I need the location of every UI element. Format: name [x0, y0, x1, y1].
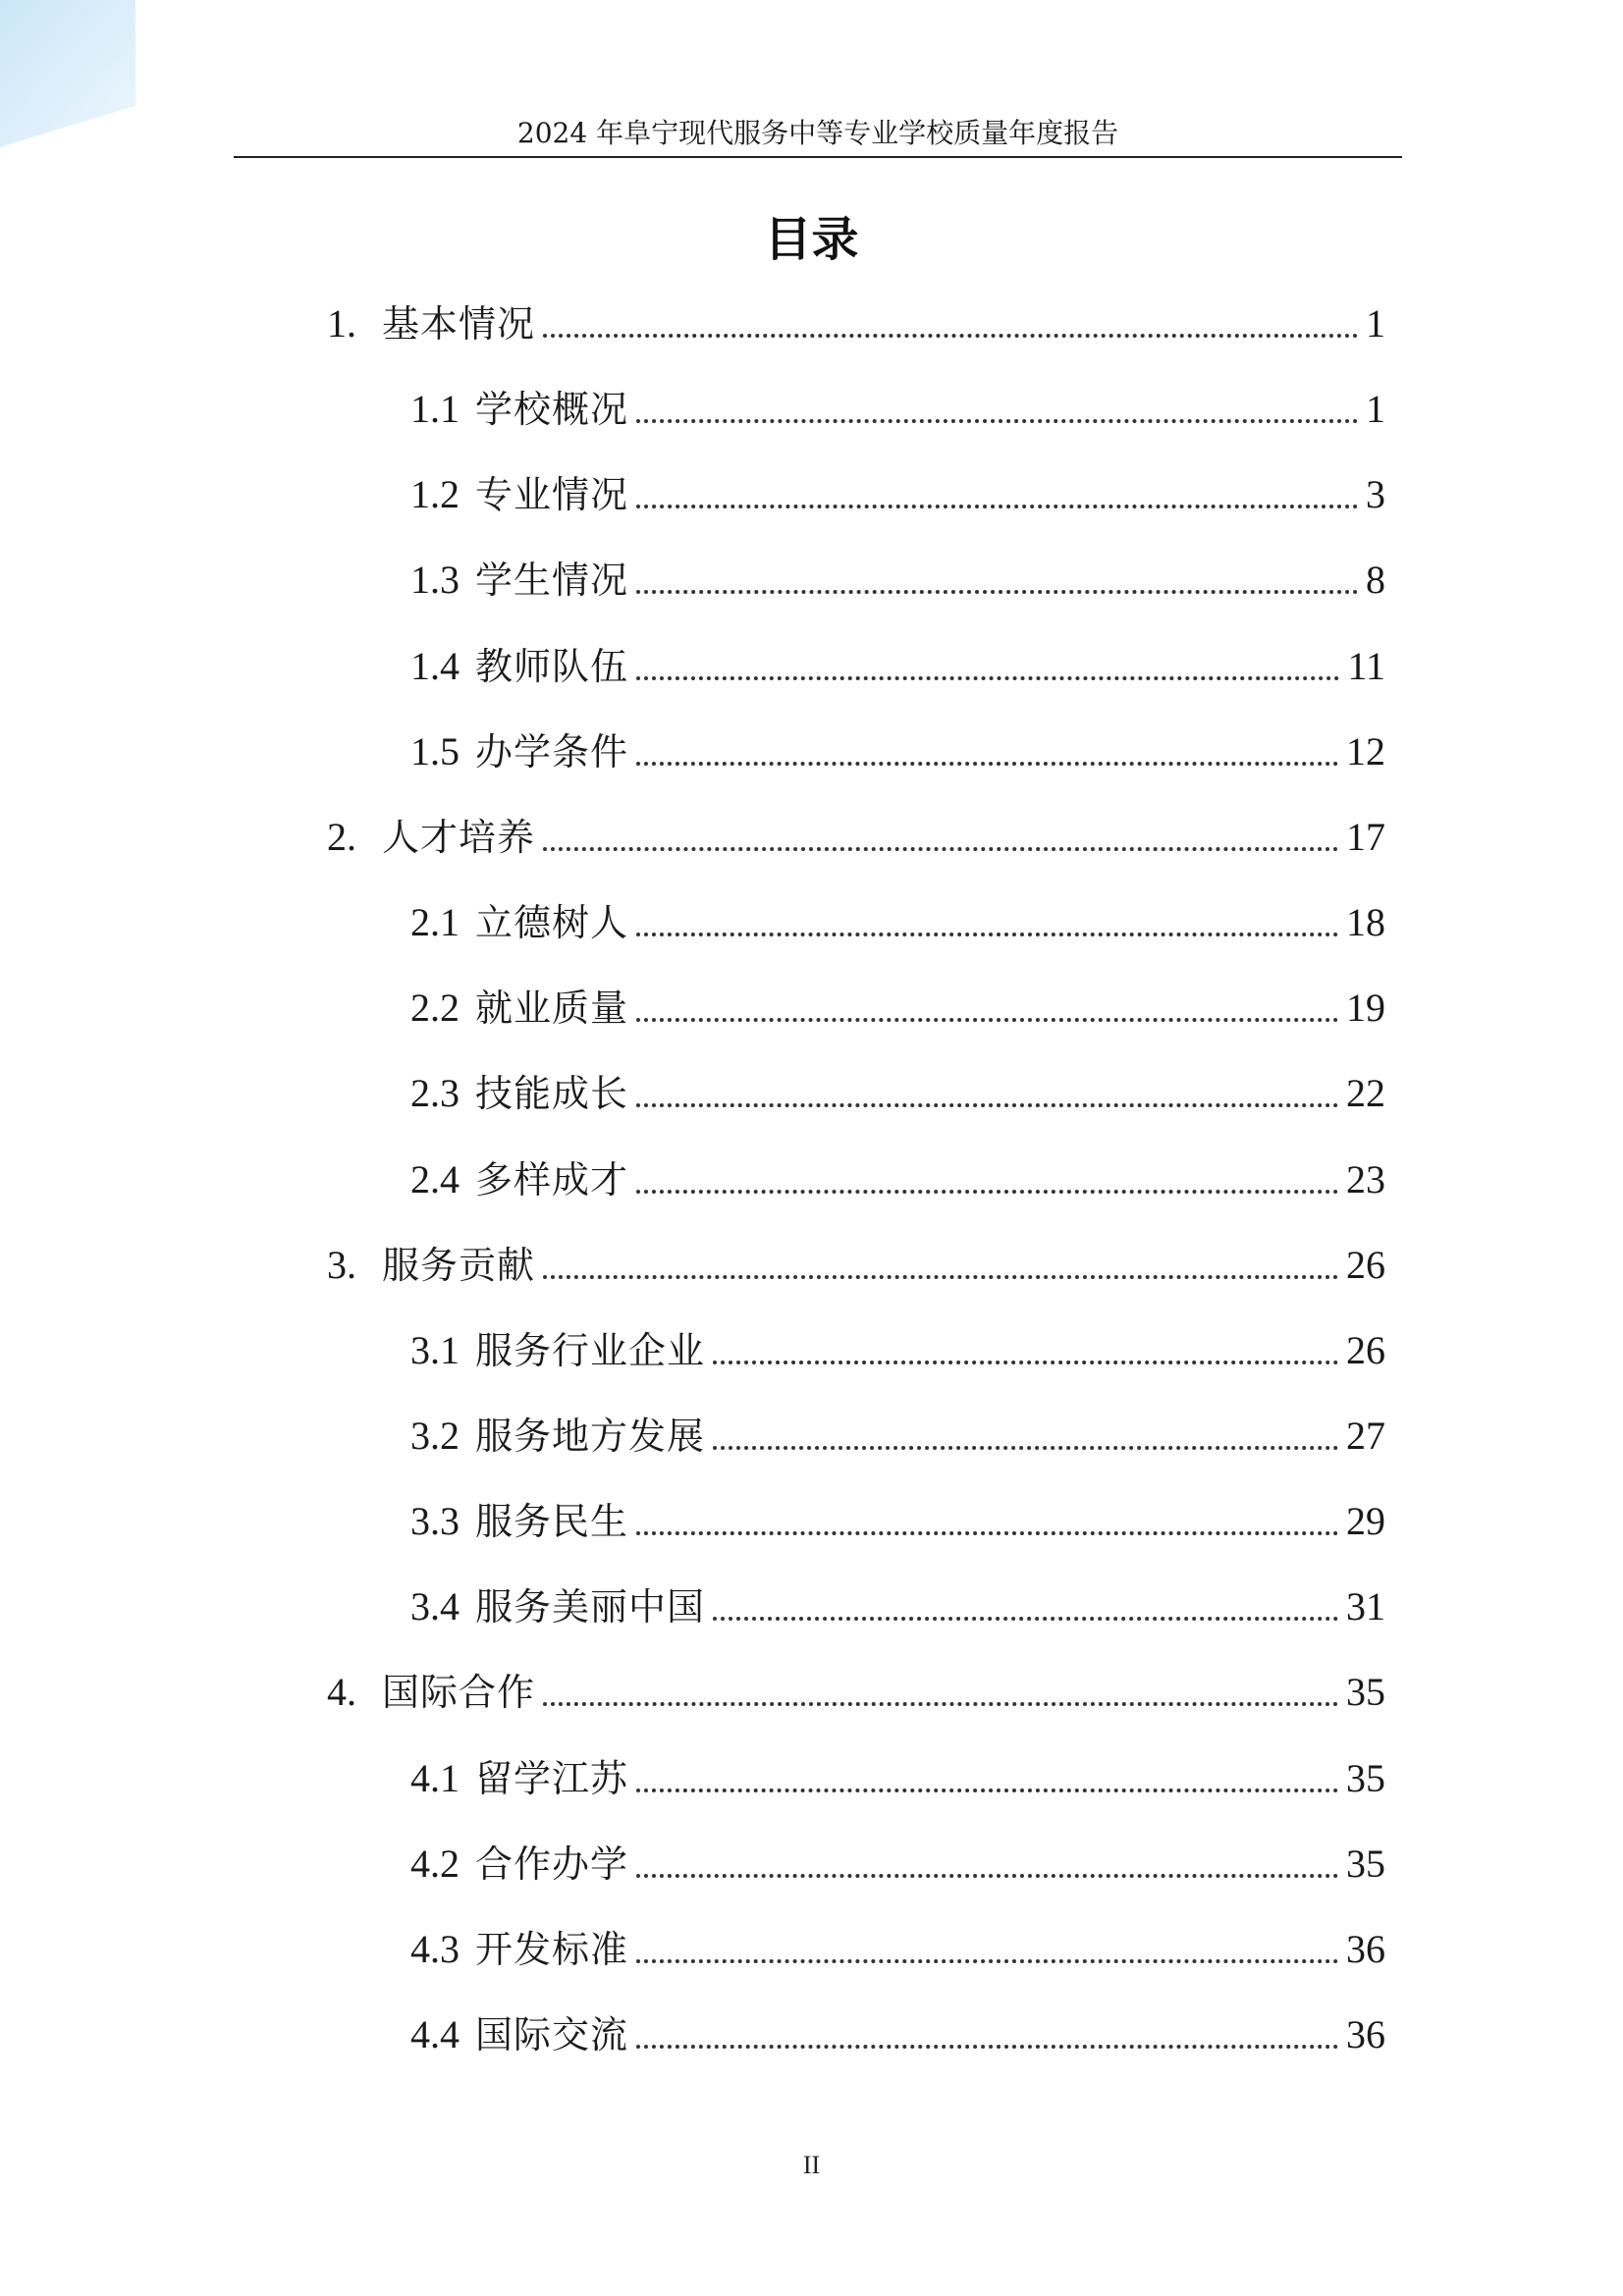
toc-entry-page: 1 [1366, 301, 1385, 346]
toc-entry-title: 服务美丽中国 [475, 1585, 706, 1629]
toc-leader-dots [636, 2045, 1338, 2049]
toc-entry-number: 1.1 [410, 387, 460, 431]
toc-entry[interactable] [410, 895, 1385, 950]
toc-entry[interactable] [327, 810, 1385, 865]
toc-entry-title: 服务民生 [475, 1500, 629, 1543]
toc-entry-number: 3.1 [410, 1328, 460, 1372]
toc-entry[interactable] [410, 1066, 1385, 1121]
toc-leader-dots [636, 1959, 1338, 1963]
toc-entry[interactable] [327, 1665, 1385, 1720]
toc-entry-title: 办学条件 [475, 730, 629, 774]
toc-leader-dots [636, 933, 1338, 936]
toc-entry-number: 3.3 [410, 1499, 460, 1543]
toc-entry-page: 26 [1346, 1328, 1385, 1372]
toc-leader-dots [636, 1190, 1338, 1194]
toc-leader-dots [636, 505, 1358, 508]
toc-entry-page: 18 [1346, 900, 1385, 944]
toc-entry-title: 教师队伍 [475, 645, 629, 688]
toc-entry-page: 35 [1346, 1842, 1385, 1886]
toc-entry-title: 合作办学 [475, 1842, 629, 1886]
toc-leader-dots [636, 1531, 1338, 1535]
toc-leader-dots [636, 1018, 1338, 1022]
toc-entry-title: 开发标准 [475, 1928, 629, 1971]
toc-entry-number: 4.3 [410, 1927, 460, 1971]
toc-entry[interactable] [410, 981, 1385, 1036]
toc-entry-number: 2. [327, 815, 356, 859]
toc-title: 目录 [764, 212, 859, 267]
toc-entry-page: 17 [1346, 815, 1385, 859]
toc-entry[interactable] [410, 1922, 1385, 1977]
toc-entry[interactable] [410, 1837, 1385, 1892]
toc-entry-page: 19 [1346, 986, 1385, 1030]
toc-entry-title: 立德树人 [475, 901, 629, 944]
toc-entry-page: 22 [1346, 1071, 1385, 1115]
toc-entry-title: 技能成长 [475, 1072, 629, 1115]
page-number: II [802, 2151, 821, 2179]
toc-entry-number: 3.2 [410, 1414, 460, 1458]
toc-entry[interactable] [410, 1409, 1385, 1464]
toc-entry-title: 国际合作 [382, 1671, 536, 1714]
toc-leader-dots [543, 1275, 1338, 1279]
toc-leader-dots [543, 847, 1338, 851]
toc-entry-title: 专业情况 [475, 473, 629, 516]
toc-entry-number: 4.1 [410, 1756, 460, 1800]
toc-entry-title: 人才培养 [382, 816, 536, 859]
toc-leader-dots [543, 334, 1358, 338]
toc-entry-number: 1.4 [410, 644, 460, 688]
toc-entry-page: 27 [1346, 1414, 1385, 1458]
toc-entry-number: 1. [327, 301, 356, 346]
toc-entry-title: 多样成才 [475, 1158, 629, 1201]
toc-entry-number: 1.2 [410, 472, 460, 516]
toc-entry[interactable] [410, 2007, 1385, 2062]
toc-entry-number: 2.2 [410, 986, 460, 1030]
toc-entry-title: 国际交流 [475, 2013, 629, 2056]
toc-entry-page: 11 [1347, 644, 1385, 688]
toc-leader-dots [636, 590, 1358, 594]
toc-entry[interactable] [410, 467, 1385, 522]
toc-entry[interactable] [410, 553, 1385, 608]
toc-entry-title: 学生情况 [475, 559, 629, 602]
toc-entry-title: 留学江苏 [475, 1757, 629, 1800]
toc-entry-page: 23 [1346, 1157, 1385, 1201]
toc-entry-number: 3. [327, 1243, 356, 1287]
toc-leader-dots [636, 762, 1338, 766]
toc-leader-dots [636, 419, 1358, 423]
toc-entry-number: 3.4 [410, 1584, 460, 1629]
toc-entry-page: 26 [1346, 1243, 1385, 1287]
toc-entry[interactable] [410, 1579, 1385, 1634]
toc-entry-number: 2.1 [410, 900, 460, 944]
toc-entry-number: 1.3 [410, 558, 460, 602]
toc-entry-number: 4.4 [410, 2012, 460, 2056]
toc-entry-page: 36 [1346, 1927, 1385, 1971]
toc-entry[interactable] [410, 1751, 1385, 1806]
toc-entry[interactable] [410, 639, 1385, 694]
toc-entry-title: 基本情况 [382, 302, 536, 346]
toc-entry-page: 31 [1346, 1584, 1385, 1629]
toc-entry-title: 学校概况 [475, 388, 629, 431]
toc-entry-page: 1 [1366, 387, 1385, 431]
toc-leader-dots [636, 676, 1339, 680]
toc-entry-number: 4.2 [410, 1842, 460, 1886]
toc-entry-number: 2.3 [410, 1071, 460, 1115]
toc-entry-page: 3 [1366, 472, 1385, 516]
toc-entry-number: 2.4 [410, 1157, 460, 1201]
toc-entry[interactable] [410, 724, 1385, 779]
toc-leader-dots [543, 1702, 1338, 1706]
toc-entry[interactable] [327, 1238, 1385, 1293]
toc-entry-page: 35 [1346, 1756, 1385, 1800]
toc-leader-dots [636, 1103, 1338, 1107]
toc-leader-dots [636, 1874, 1338, 1878]
toc-leader-dots [713, 1446, 1338, 1450]
toc-entry-page: 36 [1346, 2012, 1385, 2056]
toc-entry-page: 12 [1346, 729, 1385, 774]
toc-entry-title: 服务行业企业 [475, 1329, 706, 1372]
toc-entry-page: 35 [1346, 1670, 1385, 1714]
toc-entry-page: 8 [1366, 558, 1385, 602]
toc-leader-dots [713, 1617, 1338, 1621]
toc-entry[interactable] [410, 1152, 1385, 1207]
running-header: 2024 年阜宁现代服务中等专业学校质量年度报告 [516, 117, 1119, 149]
toc-entry-number: 4. [327, 1670, 356, 1714]
toc-entry-title: 服务地方发展 [475, 1415, 706, 1458]
toc-entry-title: 就业质量 [475, 987, 629, 1030]
toc-leader-dots [636, 1789, 1338, 1792]
toc-entry[interactable] [410, 1494, 1385, 1549]
toc-entry[interactable] [410, 382, 1385, 437]
toc-entry[interactable] [327, 296, 1385, 351]
toc-leader-dots [713, 1361, 1338, 1364]
toc-entry-page: 29 [1346, 1499, 1385, 1543]
toc-entry-title: 服务贡献 [382, 1244, 536, 1287]
toc-entry-number: 1.5 [410, 729, 460, 774]
toc-entry[interactable] [410, 1323, 1385, 1378]
